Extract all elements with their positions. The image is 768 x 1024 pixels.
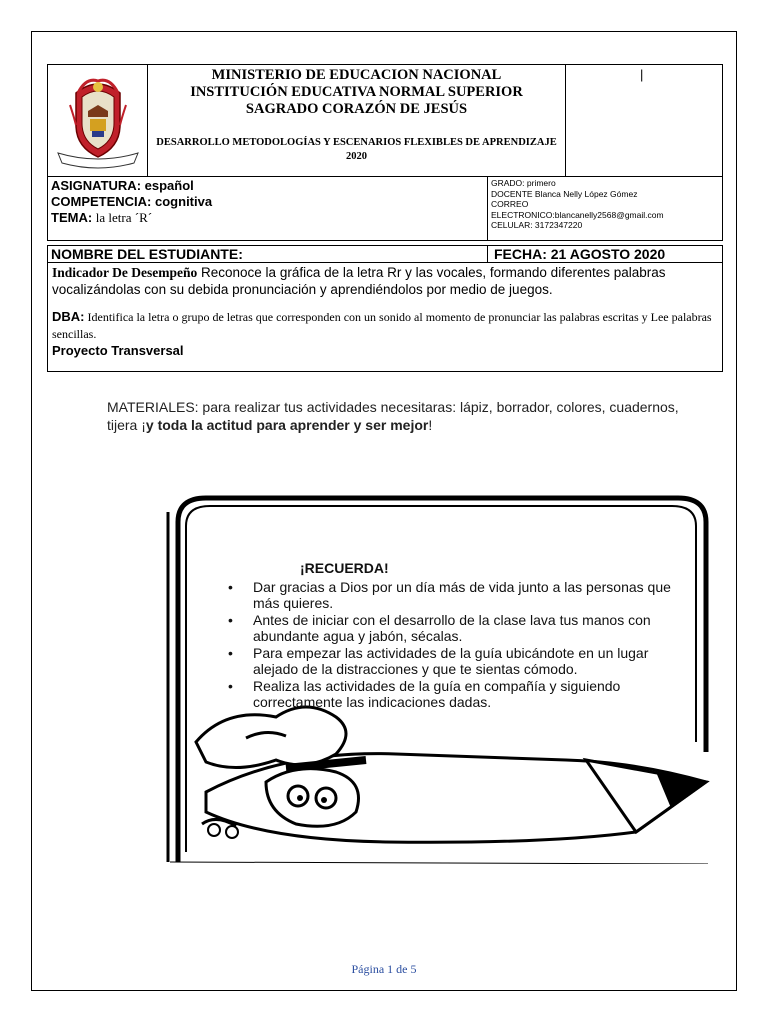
list-item: • Dar gracias a Dios por un día más de vida junto a las personas que más quieres.: [228, 579, 688, 612]
institution-title: INSTITUCIÓN EDUCATIVA NORMAL SUPERIOR: [190, 84, 523, 100]
asignatura-label: ASIGNATURA:: [51, 178, 142, 193]
program-title: DESARROLLO METODOLOGÍAS Y ESCENARIOS FLEXIBLES DE APRENDIZAJE 2020: [156, 137, 557, 162]
right-mark: |: [640, 67, 644, 82]
indicador-section: [47, 263, 723, 372]
institution-title-cell: [148, 65, 566, 176]
list-item: • Realiza las actividades de la guía en compañía y siguiendo correctamente las indicaciones dadas.: [228, 678, 688, 711]
course-info: [47, 177, 723, 241]
school-title: SAGRADO CORAZÓN DE JESÚS: [245, 101, 468, 117]
materiales-end: !: [428, 417, 433, 433]
materiales-text: [107, 398, 697, 434]
correo-text: ELECTRONICO:blancanelly2568@gmail.com: [491, 209, 664, 220]
proyecto-transversal: Proyecto Transversal: [52, 343, 184, 358]
grado-text: GRADO: primero: [491, 178, 556, 188]
list-item: • Para empezar las actividades de la guía ubicándote en un lugar alejado de la distracciones y que te sientas cómodo.: [228, 645, 688, 678]
indicador-label: Indicador De Desempeño: [52, 265, 198, 280]
tema-value: la letra ´R´: [95, 210, 153, 225]
asignatura-value: español: [144, 178, 194, 193]
recuerda-title: ¡RECUERDA!: [300, 560, 389, 576]
ministry-title: MINISTERIO DE EDUCACION NACIONAL: [211, 67, 502, 83]
tema-label: TEMA:: [51, 210, 93, 225]
student-row: [47, 245, 723, 263]
celular-text: CELULAR: 3172347220: [491, 220, 583, 230]
logo-cell: [48, 65, 148, 176]
materiales-body: MATERIALES: para realizar tus actividades necesitaras: lápiz, borrador, colores, cuadernos, tijera ¡: [107, 399, 679, 433]
date-label: FECHA: 21 AGOSTO 2020: [494, 246, 666, 262]
indicador-text: Reconoce la gráfica de la letra Rr y las vocales, formando diferentes palabras vocalizándolas con su debida pronunciación y aprendiéndolos por medio de juegos.: [52, 265, 666, 297]
header-right-cell: [566, 65, 722, 176]
competencia-label: COMPETENCIA:: [51, 194, 152, 209]
course-info-left: [48, 177, 488, 240]
teacher-info: [488, 177, 722, 240]
page-number: Página 1 de 5: [351, 962, 417, 976]
dba-text: Identifica la letra o grupo de letras que corresponden con un sonido al momento de pronunciar las palabras escritas y Lee palabras sencillas.: [52, 310, 712, 341]
recuerda-list: [228, 579, 688, 711]
list-item: • Antes de iniciar con el desarrollo de la clase lava tus manos con abundante agua y jabón, sécalas.: [228, 612, 688, 645]
correo-label: CORREO: [491, 199, 529, 209]
materiales-bold: y toda la actitud para aprender y ser mejor: [145, 417, 429, 433]
docente-text: DOCENTE Blanca Nelly López Gómez: [491, 188, 638, 199]
competencia-value: cognitiva: [155, 194, 213, 209]
recuerda-box: [228, 560, 688, 711]
dba-label: DBA:: [52, 309, 85, 324]
header-table: [47, 64, 723, 177]
student-name-label: NOMBRE DEL ESTUDIANTE:: [48, 246, 488, 262]
school-seal-logo: [48, 65, 148, 176]
